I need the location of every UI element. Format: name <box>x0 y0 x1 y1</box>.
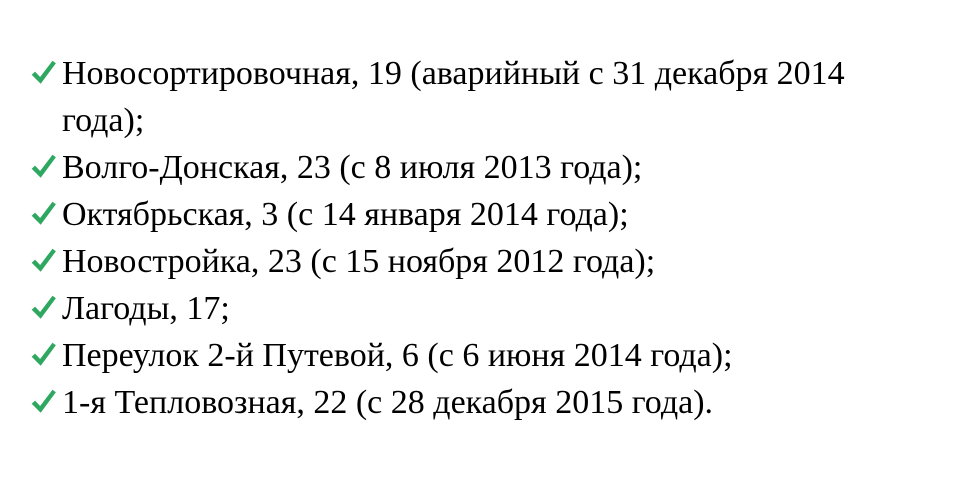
check-icon <box>30 293 62 322</box>
list-item <box>30 285 907 332</box>
address-check-list <box>30 50 907 426</box>
list-item <box>30 191 907 238</box>
check-icon <box>30 199 62 228</box>
list-item <box>30 332 907 379</box>
check-icon <box>30 152 62 181</box>
check-icon <box>30 246 62 275</box>
list-item <box>30 50 907 144</box>
list-item-text: Волго-Донская, 23 (с 8 июля 2013 года); <box>62 149 643 186</box>
list-item <box>30 238 907 285</box>
list-item-text: Октябрьская, 3 (с 14 января 2014 года); <box>62 196 629 233</box>
list-item-text: Новосортировочная, 19 (аварийный с 31 декабря 2014 года); <box>62 55 845 139</box>
check-icon <box>30 387 62 416</box>
list-item-text: 1-я Тепловозная, 22 (с 28 декабря 2015 года). <box>62 384 714 421</box>
list-item <box>30 144 907 191</box>
check-icon <box>30 58 62 87</box>
check-icon <box>30 340 62 369</box>
list-item-text: Лагоды, 17; <box>62 290 230 327</box>
list-item-text: Переулок 2-й Путевой, 6 (с 6 июня 2014 года); <box>62 337 733 374</box>
list-item <box>30 379 907 426</box>
list-item-text: Новостройка, 23 (с 15 ноября 2012 года); <box>62 243 656 280</box>
